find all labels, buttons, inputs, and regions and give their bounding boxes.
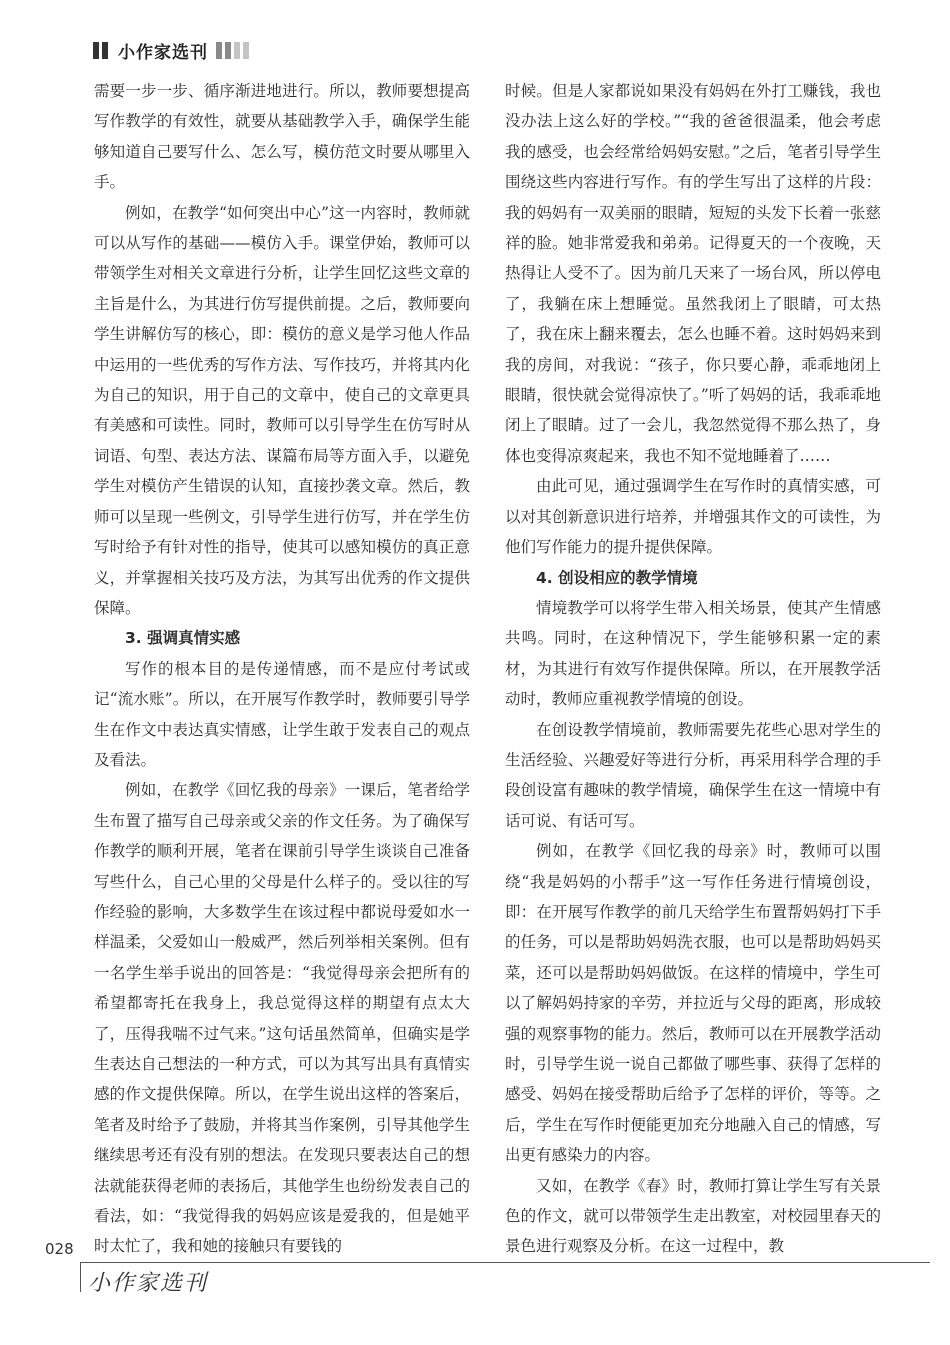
page-number: 028: [45, 1240, 74, 1258]
header-bars-right-icon: [216, 42, 249, 59]
journal-name: 小作家选刊: [118, 42, 208, 63]
footer-divider: [80, 1262, 81, 1292]
footer-logo: 小作家选刊: [88, 1271, 209, 1296]
paragraph: 写作的根本目的是传递情感，而不是应付考试或记“流水账”。所以，在开展写作教学时，教师要引导学生在作文中表达真实情感，让学生敢于发表自己的观点及看法。: [94, 659, 470, 769]
paragraph: 例如，在教学《回忆我的母亲》一课后，笔者给学生布置了描写自己母亲或父亲的作文任务。为了确保写作教学的顺利开展，笔者在课前引导学生谈谈自己准备写些什么，自己心里的父母是什么样子的。受以往的写作经验的影响，大多数学生在该过程中都说母爱如水一样温柔，父爱如山一般威严，然后列举相关案例。但有一名学生举手说出的回答是：“我觉得母亲会把所有的希望都寄托在我身上，我总觉得这样的期望有点太大了，压得我喘不过气来。”这句话虽然简单，但确实是学生表达自己想法的一种方式，可以为其写出具有真情实感的作文提供保障。所以，在学生说出这样的答案后，笔者及时给予了鼓励，并将其当作案例，引导其他学生继续思考还有没有别的想法。在发现只要表达自己的想法就能获得老师的表扬后，其他学生也纷纷发表自己的看法，如：“我觉得我的妈妈应该是爱我的，但是她平时太忙了，我和她的接触只有要钱的: [94, 781, 470, 1256]
paragraph: 情境教学可以将学生带入相关场景，使其产生情感共鸣。同时，在这种情况下，学生能够积累一定的素材，为其进行有效写作提供保障。所以，在开展教学活动时，教师应重视教学情境的创设。: [505, 598, 881, 709]
paragraph: 例如，在教学《回忆我的母亲》时，教师可以围绕“我是妈妈的小帮手”这一写作任务进行情境创设，即：在开展写作教学的前几天给学生布置帮妈妈打下手的任务，可以是帮助妈妈洗衣服，也可以是帮助妈妈买菜，还可以是帮助妈妈做饭。在这样的情境中，学生可以了解妈妈持家的辛劳，并拉近与父母的距离，形成较强的观察事物的能力。然后，教师可以在开展教学活动时，引导学生说一说自己都做了哪些事、获得了怎样的感受、妈妈在接受帮助后给予了怎样的评价，等等。之后，学生在写作时便能更加充分地融入自己的情感，写出更有感染力的内容。: [505, 842, 881, 1165]
paragraph: 由此可见，通过强调学生在写作时的真情实感，可以对其创新意识进行培养，并增强其作文的可读性，为他们写作能力的提升提供保障。: [505, 477, 881, 557]
right-column: [505, 76, 881, 1262]
section-heading: 4. 创设相应的教学情境: [536, 568, 698, 587]
left-column: [94, 76, 470, 1262]
paragraph: 在创设教学情境前，教师需要先花些心思对学生的生活经验、兴趣爱好等进行分析，再采用科学合理的手段创设富有趣味的教学情境，确保学生在这一情境中有话可说、有话可写。: [505, 720, 881, 830]
paragraph: 又如，在教学《春》时，教师打算让学生写有关景色的作文，就可以带领学生走出教室，对校园里春天的景色进行观察及分析。在这一过程中，教: [505, 1176, 881, 1256]
section-heading: 3. 强调真情实感: [125, 629, 241, 648]
paragraph: 例如，在教学“如何突出中心”这一内容时，教师就可以从写作的基础——模仿入手。课堂伊始，教师可以带领学生对相关文章进行分析，让学生回忆这些文章的主旨是什么，为其进行仿写提供前提。之后，教师要向学生讲解仿写的核心，即：模仿的意义是学习他人作品中运用的一些优秀的写作方法、写作技巧，并将其内化为自己的知识，用于自己的文章中，使自己的文章更具有美感和可读性。同时，教师可以引导学生在仿写时从词语、句型、表达方法、谋篇布局等方面入手，以避免学生对模仿产生错误的认知，直接抄袭文章。然后，教师可以呈现一些例文，引导学生进行仿写，并在学生仿写时给予有针对性的指导，使其可以感知模仿的真正意义，并掌握相关技巧及方法，为其写出优秀的作文提供保障。: [94, 203, 470, 617]
paragraph: 需要一步一步、循序渐进地进行。所以，教师要想提高写作教学的有效性，就要从基础教学入手，确保学生能够知道自己要写什么、怎么写，模仿范文时要从哪里入手。: [94, 82, 470, 192]
paragraph: 时候。但是人家都说如果没有妈妈在外打工赚钱，我也没办法上这么好的学校。”“我的爸爸很温柔，他会考虑我的感受，也会经常给妈妈安慰。”之后，笔者引导学生围绕这些内容进行写作。有的学生写出了这样的片段：我的妈妈有一双美丽的眼睛，短短的头发下长着一张慈祥的脸。她非常爱我和弟弟。记得夏天的一个夜晚，天热得让人受不了。因为前几天来了一场台风，所以停电了，我躺在床上想睡觉。虽然我闭上了眼睛，可太热了，我在床上翻来覆去，怎么也睡不着。这时妈妈来到我的房间，对我说：“孩子，你只要心静，乖乖地闭上眼睛，很快就会觉得凉快了。”听了妈妈的话，我乖乖地闭上了眼睛。过了一会儿，我忽然觉得不那么热了，身体也变得凉爽起来，我也不知不觉地睡着了……: [505, 82, 881, 465]
running-header: [93, 38, 249, 62]
footer-rule: [80, 1262, 930, 1263]
header-bars-left-icon: [93, 42, 108, 59]
